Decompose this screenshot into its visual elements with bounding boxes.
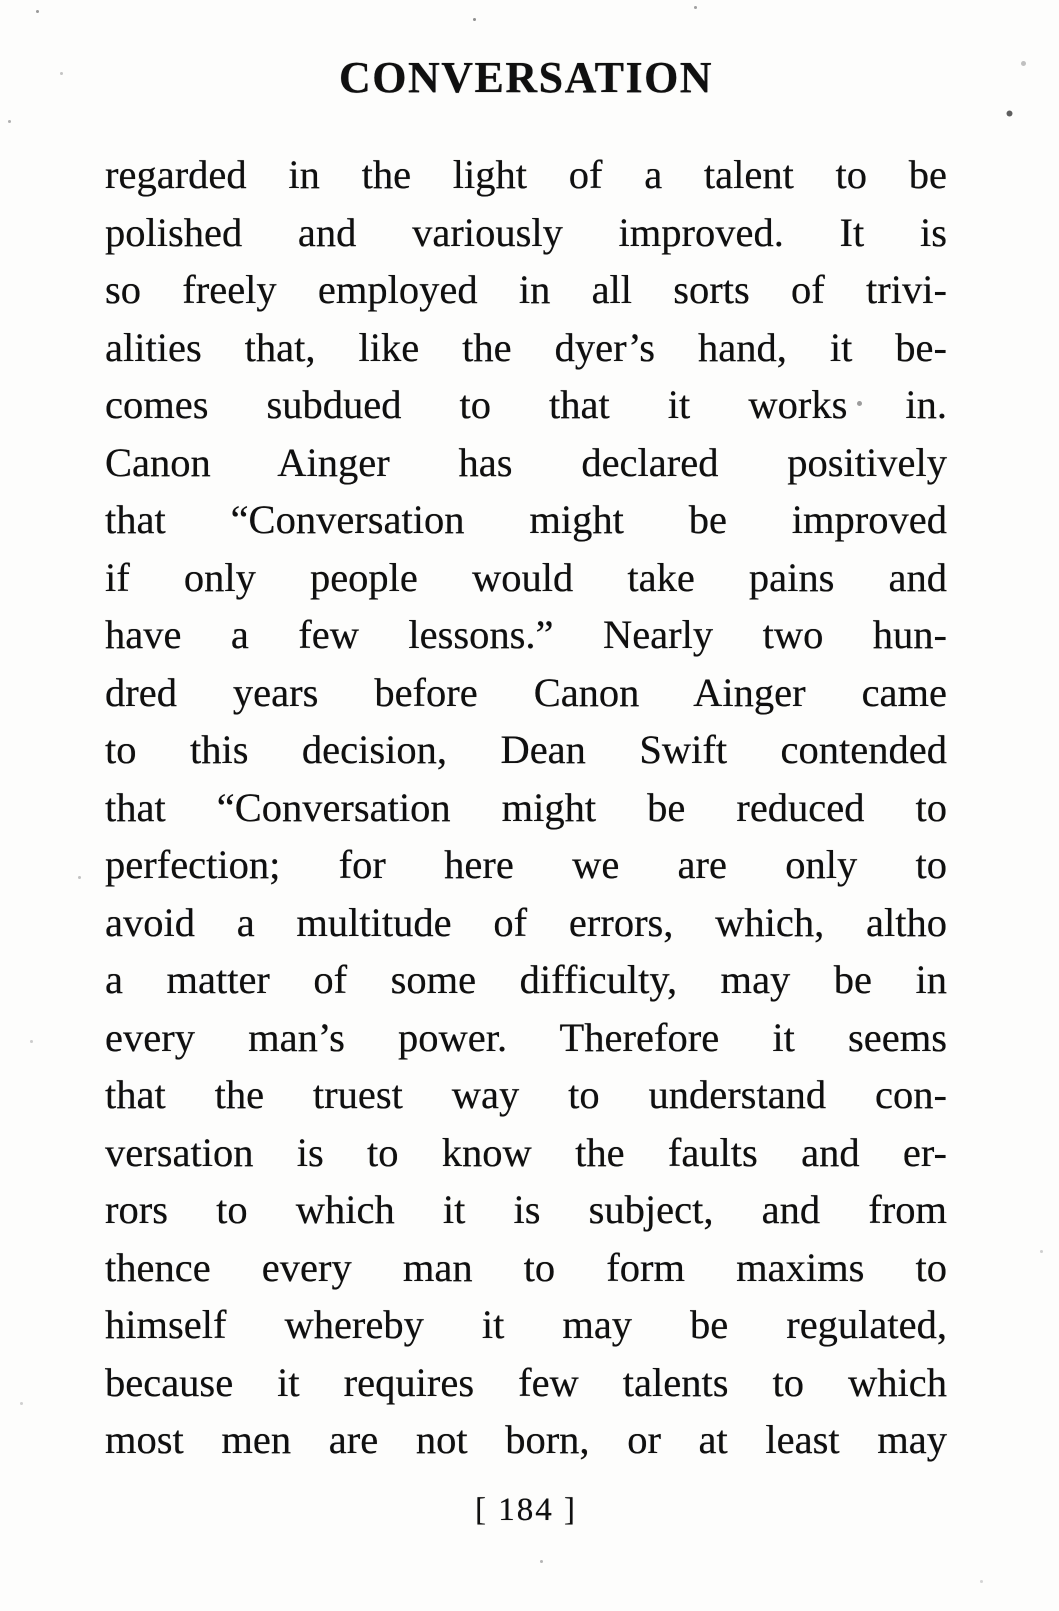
body-line: most men are not born, or at least may [105,1417,947,1462]
body-line: rors to which it is subject, and from [105,1187,947,1232]
body-line: to this decision, Dean Swift contended [105,727,947,772]
body-line: that the truest way to understand con- [105,1072,947,1117]
body-line: versation is to know the faults and er- [105,1129,947,1175]
page-title: CONVERSATION [338,53,714,102]
body-line: Canon Ainger has declared positively [105,439,947,485]
body-line: so freely employed in all sorts of trivi- [105,267,947,312]
body-line: alities that, like the dyer’s hand, it be- [105,324,947,370]
page-number: [ 184 ] [475,1492,577,1528]
body-line: have a few lessons.” Nearly two hun- [105,612,947,657]
body-line: because it requires few talents to which [105,1359,947,1405]
body-line: comes subdued to that it works in. [105,382,947,427]
body-line: himself whereby it may be regulated, [105,1302,947,1347]
body-line: dred years before Canon Ainger came [105,669,947,715]
body-line: regarded in the light of a talent to be [105,152,947,197]
body-line: perfection; for here we are only to [105,842,947,887]
body-line: thence every man to form maxims to [105,1244,947,1290]
page-body [105,146,947,1469]
scan-noise [0,0,3,3]
body-line: polished and variously improved. It is [105,209,947,255]
body-line: every man’s power. Therefore it seems [105,1014,947,1060]
body-line: that “Conversation might be reduced to [105,784,947,830]
body-line: avoid a multitude of errors, which, altho [105,899,947,945]
body-line: if only people would take pains and [105,554,947,600]
body-line: that “Conversation might be improved [105,497,947,542]
body-line: a matter of some difficulty, may be in [105,957,947,1002]
